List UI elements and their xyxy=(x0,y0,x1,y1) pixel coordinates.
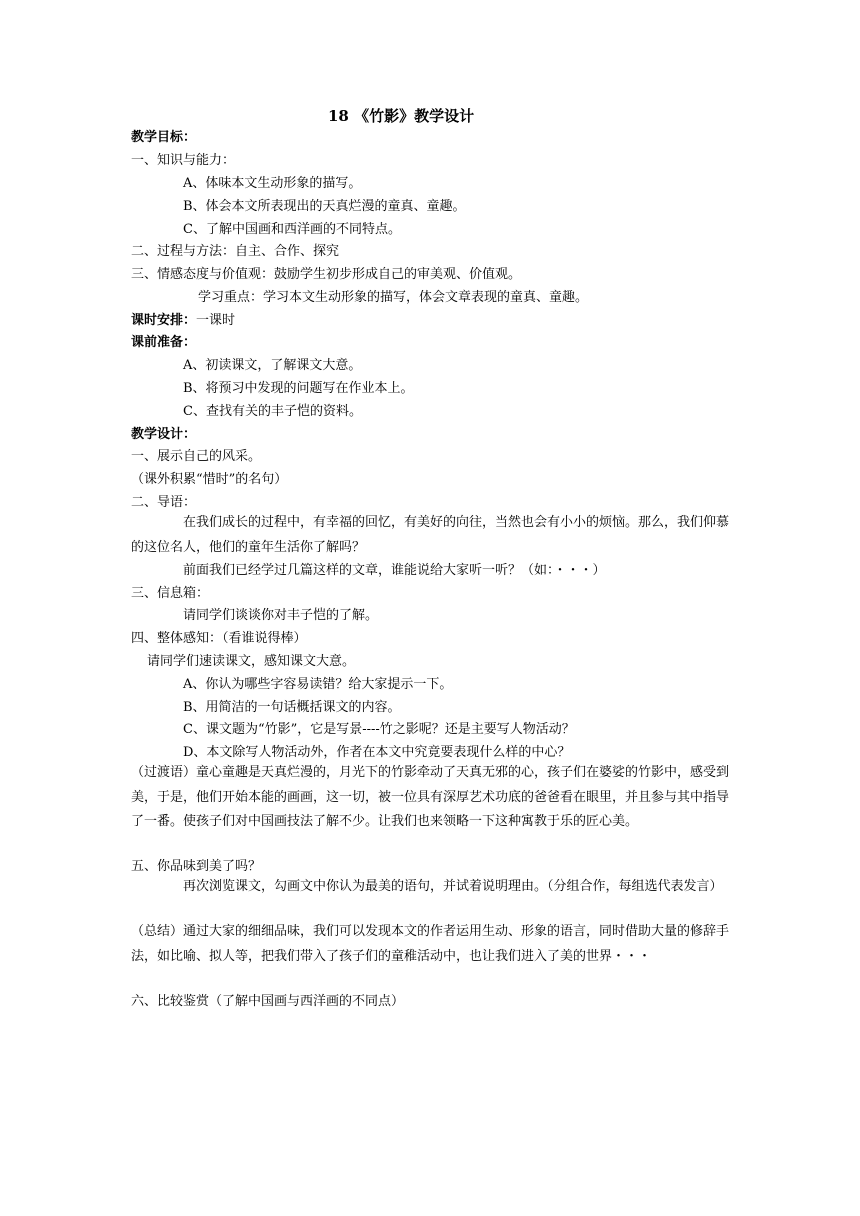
section-3: 三、信息箱： xyxy=(131,586,210,601)
prep-c: C、查找有关的丰子恺的资料。 xyxy=(183,404,362,419)
section-1: 一、展示自己的风采。 xyxy=(131,449,262,464)
section-2-paragraph-2: 前面我们已经学过几篇这样的文章，谁能说给大家听一听？（如：・・・） xyxy=(183,563,606,578)
prep-label: 课前准备： xyxy=(131,335,197,350)
section-4-d: D、本文除写人物活动外，作者在本文中究竟要表现什么样的中心？ xyxy=(183,745,571,760)
section-5: 五、你品味到美了吗？ xyxy=(131,859,262,874)
goal-process: 二、过程与方法：自主、合作、探究 xyxy=(131,244,340,259)
schedule xyxy=(131,311,235,331)
section-3-paragraph: 请同学们谈谈你对丰子恺的了解。 xyxy=(183,608,379,623)
goals-label: 教学目标： xyxy=(131,130,197,145)
goal-knowledge-a: A、体味本文生动形象的描写。 xyxy=(183,176,362,191)
prep-b: B、将预习中发现的问题写在作业本上。 xyxy=(183,381,414,396)
section-2-paragraph-1: 在我们成长的过程中，有幸福的回忆，有美好的向往，当然也会有小小的烦恼。那么，我们仰慕的这位名人，他们的童年生活你了解吗？ xyxy=(131,515,730,555)
prep-a: A、初读课文，了解课文大意。 xyxy=(183,358,362,373)
goal-knowledge-c: C、了解中国画和西洋画的不同特点。 xyxy=(183,222,401,237)
summary-paragraph: （总结）通过大家的细细品味，我们可以发现本文的作者运用生动、形象的语言，同时借助大量的修辞手法，如比喻、拟人等，把我们带入了孩子们的童稚活动中，也让我们进入了美的世界・・・ xyxy=(131,924,730,964)
section-4: 四、整体感知：（看谁说得棒） xyxy=(131,631,307,646)
goal-knowledge: 一、知识与能力： xyxy=(131,153,236,168)
transition-paragraph: （过渡语）童心童趣是天真烂漫的，月光下的竹影牵动了天真无邪的心，孩子们在婆娑的竹影中，感受到美，于是，他们开始本能的画画，这一切，被一位具有深厚艺术功底的爸爸看在眼里，并且参与其中指导了一番。使孩子们对中国画技法了解不少。让我们也来领略一下这种寓教于乐的匠心美。 xyxy=(131,765,730,829)
design-label: 教学设计： xyxy=(131,427,197,442)
schedule-label: 课时安排： xyxy=(131,313,197,328)
section-4-c: C、课文题为“竹影”，它是写景----竹之影呢？还是主要写人物活动？ xyxy=(183,722,575,737)
goal-attitude: 三、情感态度与价值观：鼓励学生初步形成自己的审美观、价值观。 xyxy=(131,267,522,282)
key-point: 学习重点：学习本文生动形象的描写，体会文章表现的童真、童趣。 xyxy=(198,290,589,305)
section-4-paragraph: 请同学们速读课文，感知课文大意。 xyxy=(147,654,356,669)
section-4-b: B、用简洁的一句话概括课文的内容。 xyxy=(183,700,401,715)
section-2: 二、导语： xyxy=(131,495,197,510)
section-5-paragraph: 再次浏览课文，勾画文中你认为最美的语句，并试着说明理由。（分组合作，每组选代表发言） xyxy=(183,879,723,894)
document-title: 18 《竹影》教学设计 xyxy=(328,107,475,125)
schedule-value: 一课时 xyxy=(196,313,236,328)
section-4-a: A、你认为哪些字容易读错？给大家提示一下。 xyxy=(183,677,453,692)
section-1-note: （课外积累“惜时”的名句） xyxy=(131,472,288,487)
goal-knowledge-b: B、体会本文所表现出的天真烂漫的童真、童趣。 xyxy=(183,199,466,214)
section-6: 六、比较鉴赏（了解中国画与西洋画的不同点） xyxy=(131,994,405,1009)
